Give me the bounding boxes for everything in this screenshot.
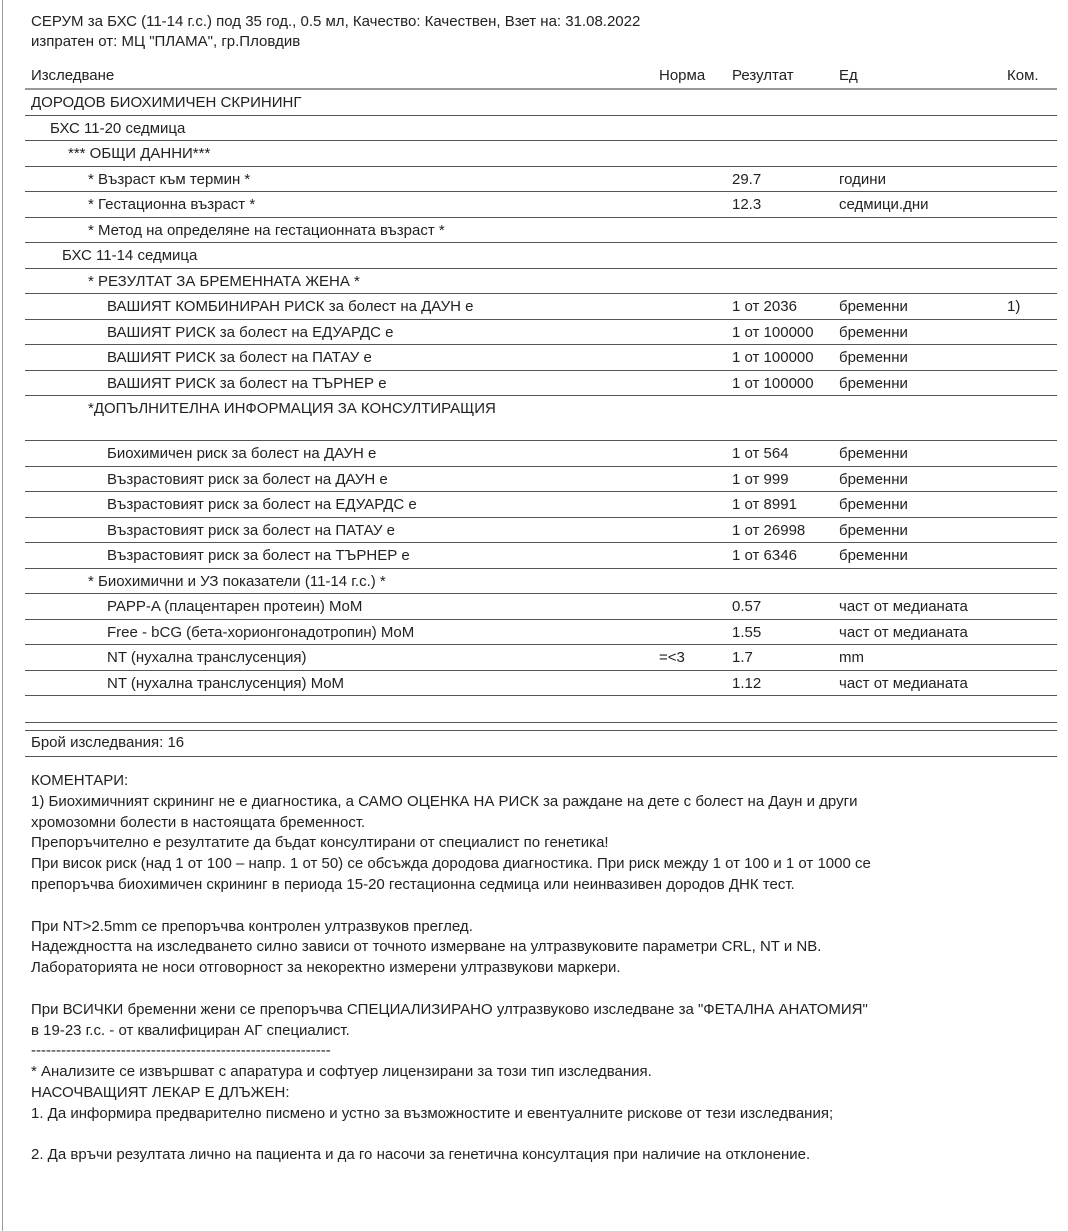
table-end-spacer (25, 696, 1057, 723)
table-row (25, 90, 1057, 116)
row-unit: години (839, 170, 886, 188)
row-name: * Гестационна възраст * (88, 196, 256, 213)
row-unit: бременни (839, 374, 908, 392)
comment-line: в 19-23 г.с. - от квалифициран АГ специалист. (31, 1021, 350, 1039)
row-name: БХС 11-20 седмица (50, 119, 186, 137)
comment-line: Лабораторията не носи отговорност за некоректно измерени ултразвукови маркери. (31, 959, 621, 977)
row-norm: =<3 (659, 649, 685, 666)
comment-line: При висок риск (над 1 от 100 – напр. 1 от 50) се обсъжда дородова диагностика. При риск между 1 от 100 и 1 от 1000 се (31, 855, 871, 873)
row-unit: бременни (839, 445, 908, 462)
table-row (25, 620, 1057, 646)
test-count: Брой изследвания: 16 (31, 734, 185, 751)
table-row (25, 167, 1057, 193)
divider (25, 756, 1057, 757)
row-name: * Биохимични и УЗ показатели (11-14 г.с.) * (88, 572, 386, 590)
row-unit: бременни (839, 298, 908, 315)
row-name: Възрастовият риск за болест на ЕДУАРДС е (107, 496, 417, 513)
table-row (25, 594, 1057, 620)
row-unit: част от медианата (839, 623, 968, 641)
table-row (25, 345, 1057, 371)
comment-line: 2. Да връчи резултата лично на пациента и да го насочи за генетична консултация при наличие на отклонение. (31, 1146, 811, 1164)
row-name: PAPP-A (плацентарен протеин) MoM (107, 598, 363, 615)
row-result: 29.7 (732, 170, 762, 188)
table-row (25, 116, 1057, 142)
row-name: * Метод на определяне на гестационната възраст * (88, 221, 445, 239)
table-row (25, 518, 1057, 544)
sample-info: СЕРУМ за БХС (11-14 г.с.) под 35 год., 0.5 мл, Качество: Качествен, Взет на: 31.08.2022 (31, 13, 641, 30)
column-header-unit: Ед (839, 67, 858, 84)
row-result: 1.12 (732, 674, 762, 692)
table-row (25, 192, 1057, 218)
comment-line: При NT>2.5mm се препоръчва контролен ултразвуков преглед. (31, 917, 473, 935)
comment-line: НАСОЧВАЩИЯТ ЛЕКАР Е ДЛЪЖЕН: (31, 1083, 290, 1101)
column-header-norm: Норма (659, 67, 706, 84)
table-row (25, 371, 1057, 397)
row-result: 1 от 6346 (732, 547, 797, 564)
row-unit: част от медианата (839, 598, 968, 615)
comments-section (31, 771, 871, 1166)
row-unit: част от медианата (839, 674, 968, 692)
table-row (25, 467, 1057, 493)
row-result: 12.3 (732, 196, 762, 213)
row-comment: 1) (1007, 298, 1021, 315)
row-result: 1 от 100000 (732, 349, 814, 366)
row-result: 1 от 8991 (732, 496, 797, 513)
column-header-test: Изследване (31, 67, 115, 84)
row-result: 1 от 100000 (732, 374, 814, 392)
table-row (25, 269, 1057, 295)
row-result: 1 от 2036 (732, 298, 797, 315)
sender-info: изпратен от: МЦ "ПЛАМА", гр.Пловдив (31, 33, 301, 50)
results-table (25, 63, 1057, 723)
table-row (25, 492, 1057, 518)
row-name: *ДОПЪЛНИТЕЛНА ИНФОРМАЦИЯ ЗА КОНСУЛТИРАЩИЯ (88, 400, 496, 417)
row-result: 1 от 100000 (732, 323, 814, 341)
row-unit: бременни (839, 521, 908, 539)
row-name: ВАШИЯТ РИСК за болест на ТЪРНЕР е (107, 374, 387, 392)
table-row (25, 243, 1057, 269)
dashed-separator: ------------------------------------------------------------ (31, 1042, 331, 1060)
row-name: Биохимичен риск за болест на ДАУН е (107, 445, 377, 462)
comment-line: препоръчва биохимичен скрининг в периода 15-20 гестационна седмица или неинвазивен дородов ДНК тест. (31, 875, 795, 893)
column-header-result: Резултат (732, 67, 794, 84)
row-unit: бременни (839, 323, 908, 341)
comment-line: Надеждността на изследването силно зависи от точното измерване на ултразвуковите параметри CRL, NT и NB. (31, 938, 822, 956)
comment-line: 1) Биохимичният скрининг не е диагностика, а САМО ОЦЕНКА НА РИСК за раждане на дете с болест на Даун и други (31, 792, 858, 810)
row-result: 1.7 (732, 649, 753, 666)
row-unit: mm (839, 649, 864, 666)
row-result: 0.57 (732, 598, 762, 615)
comment-line: При ВСИЧКИ бременни жени се препоръчва СПЕЦИАЛИЗИРАНО ултразвуково изследване за "ФЕТАЛНА АНАТОМИЯ" (31, 1000, 868, 1018)
comment-line: Препоръчително е резултатите да бъдат консултирани от специалист по генетика! (31, 834, 609, 852)
row-name: БХС 11-14 седмица (62, 247, 198, 264)
row-name: ВАШИЯТ РИСК за болест на ПАТАУ е (107, 349, 372, 366)
comment-line: 1. Да информира предварително писмено и устно за възможностите и евентуалните рискове от тези изследвания; (31, 1104, 834, 1122)
table-row (25, 218, 1057, 244)
table-row (25, 569, 1057, 595)
row-unit: бременни (839, 496, 908, 513)
comment-line: хромозомни болести в настоящата бременност. (31, 813, 366, 831)
table-row (25, 396, 1057, 441)
row-result: 1.55 (732, 623, 762, 641)
table-header-row (25, 63, 1057, 90)
row-name: ВАШИЯТ РИСК за болест на ЕДУАРДС е (107, 323, 394, 341)
column-header-comment: Ком. (1007, 67, 1039, 84)
table-row (25, 320, 1057, 346)
row-name: * Възраст към термин * (88, 170, 251, 188)
row-unit: бременни (839, 547, 908, 564)
row-name: ВАШИЯТ КОМБИНИРАН РИСК за болест на ДАУН е (107, 298, 474, 315)
table-row (25, 141, 1057, 167)
row-name: Free - bCG (бета-хорионгонадотропин) MoM (107, 623, 415, 641)
row-name: * РЕЗУЛТАТ ЗА БРЕМЕННАТА ЖЕНА * (88, 272, 360, 290)
row-unit: бременни (839, 470, 908, 488)
row-unit: седмици.дни (839, 196, 929, 213)
row-name: NT (нухална транслусенция) MoM (107, 674, 345, 692)
table-row (25, 645, 1057, 671)
comment-line: * Анализите се извършват с апаратура и софтуер лицензирани за този тип изследвания. (31, 1063, 652, 1081)
report-header (31, 12, 640, 52)
row-name: Възрастовият риск за болест на ДАУН е (107, 470, 388, 488)
table-row (25, 543, 1057, 569)
comments-title: КОМЕНТАРИ: (31, 772, 129, 789)
row-result: 1 от 564 (732, 445, 789, 462)
table-row (25, 671, 1057, 697)
row-name: ДОРОДОВ БИОХИМИЧЕН СКРИНИНГ (31, 94, 302, 111)
row-result: 1 от 26998 (732, 521, 806, 539)
row-unit: бременни (839, 349, 908, 366)
row-name: Възрастовият риск за болест на ТЪРНЕР е (107, 547, 410, 564)
table-row (25, 441, 1057, 467)
row-name: Възрастовият риск за болест на ПАТАУ е (107, 521, 396, 539)
page-left-border (2, 0, 3, 1231)
row-result: 1 от 999 (732, 470, 789, 488)
row-name: NT (нухална транслусенция) (107, 649, 307, 666)
row-name: *** ОБЩИ ДАННИ*** (68, 145, 211, 162)
table-row (25, 294, 1057, 320)
divider (25, 730, 1057, 731)
